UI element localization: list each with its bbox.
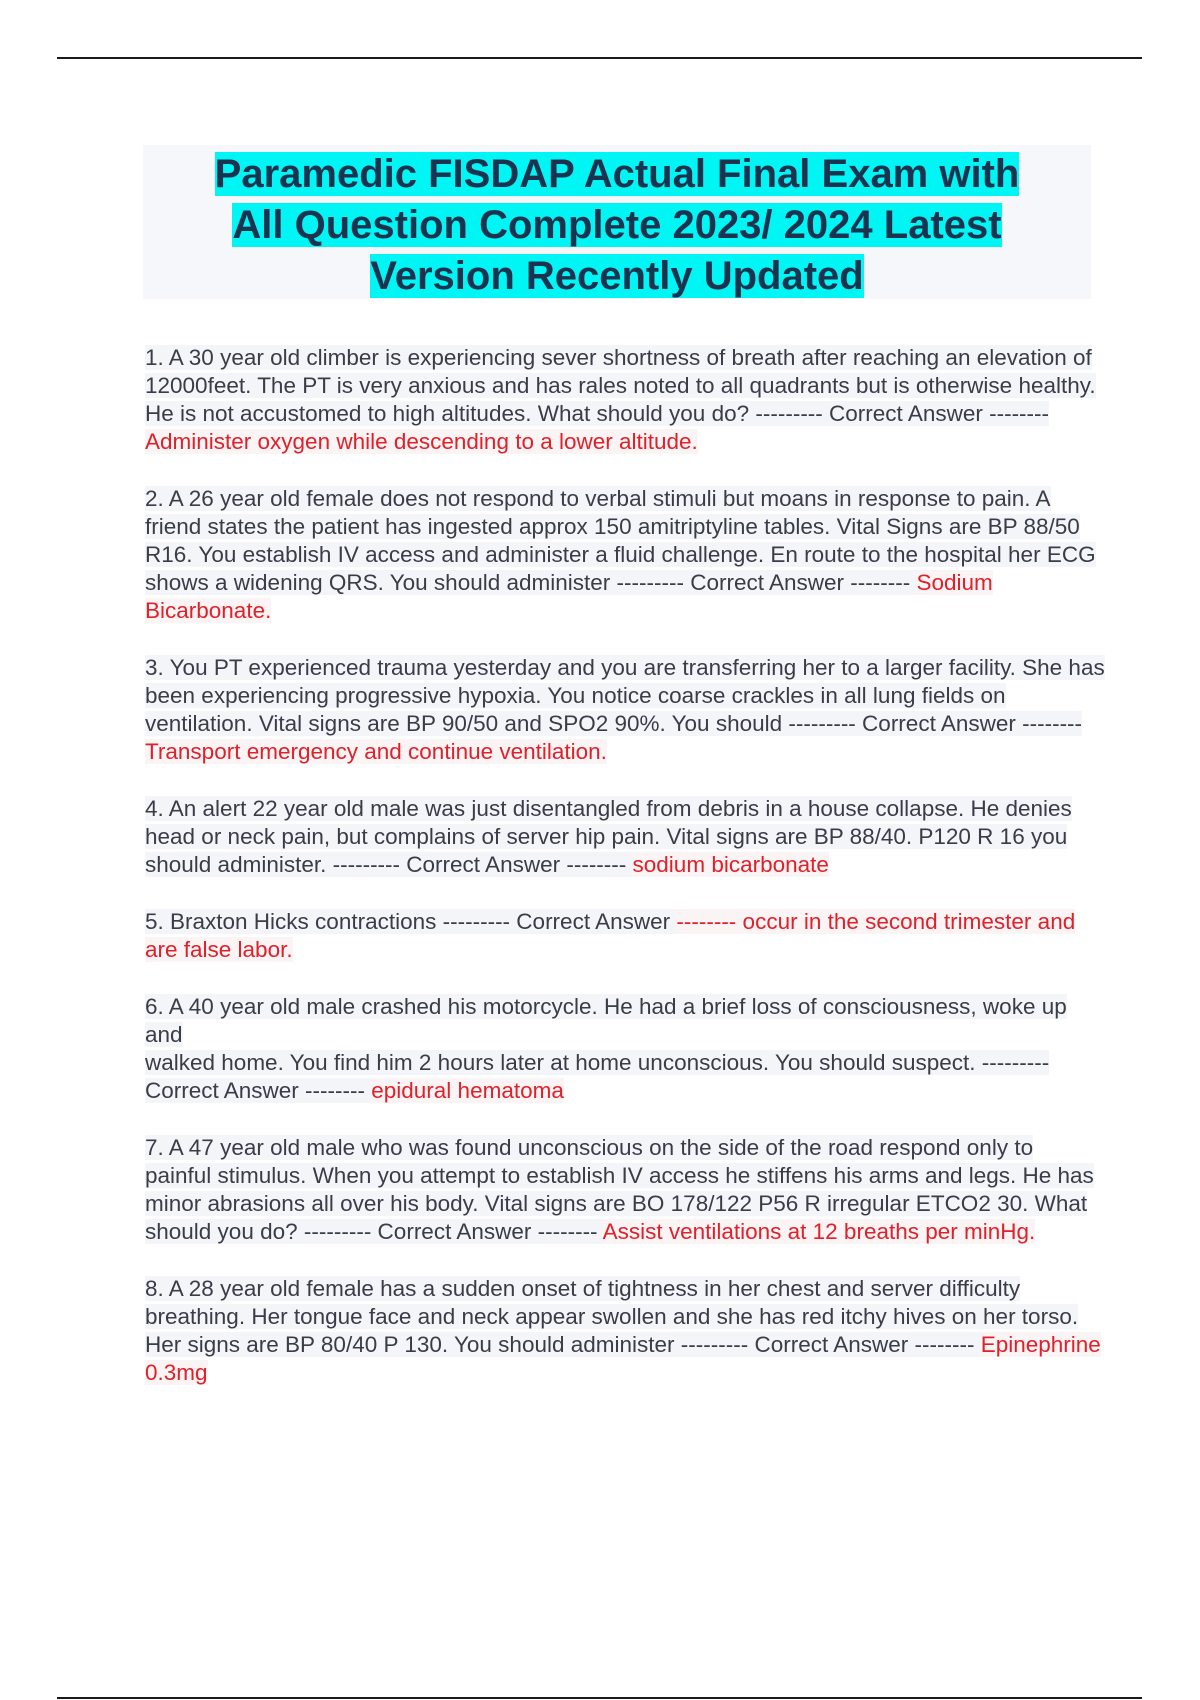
- correct-answer: epidural hematoma: [371, 1078, 564, 1103]
- question-3: [145, 654, 1105, 766]
- correct-answer: Sodium Bicarbonate.: [145, 570, 993, 623]
- question-text: 4. An alert 22 year old male was just disentangled from debris in a house collapse. He denies head or neck pain, but complains of server hip pain. Vital signs are BP 88/40. P120 R 16 you should administer. --------- Correct Answer --------: [145, 796, 1072, 877]
- question-6: [145, 993, 1105, 1105]
- title-line-3: Version Recently Updated: [370, 254, 864, 298]
- question-7: [145, 1134, 1105, 1246]
- correct-answer: Epinephrine 0.3mg: [145, 1332, 1101, 1385]
- question-1: [145, 344, 1105, 456]
- question-text: 7. A 47 year old male who was found unconscious on the side of the road respond only to painful stimulus. When you attempt to establish IV access he stiffens his arms and legs. He has minor abrasions all over his body. Vital signs are BO 178/122 P56 R irregular ETCO2 30. What should you do? --------- Correct Answer --------: [145, 1135, 1094, 1244]
- correct-answer: sodium bicarbonate: [632, 852, 829, 877]
- correct-answer: -------- occur in the second trimester and are false labor.: [145, 909, 1076, 962]
- correct-answer: Assist ventilations at 12 breaths per minHg.: [602, 1219, 1036, 1244]
- question-text: 3. You PT experienced trauma yesterday and you are transferring her to a larger facility. She has been experiencing progressive hypoxia. You notice coarse crackles in all lung fields on ventilation. Vital signs are BP 90/50 and SPO2 90%. You should --------- Correct Answer --------: [145, 655, 1105, 736]
- question-4: [145, 795, 1105, 879]
- question-text: walked home. You find him 2 hours later at home unconscious. You should suspect. --------- Correct Answer --------: [145, 1050, 1050, 1103]
- title-line-1: Paramedic FISDAP Actual Final Exam with: [214, 152, 1020, 196]
- top-rule: [57, 57, 1142, 59]
- bottom-rule: [57, 1697, 1142, 1699]
- question-2: [145, 485, 1105, 625]
- question-5: [145, 908, 1105, 964]
- question-text-line-1: 6. A 40 year old male crashed his motorcycle. He had a brief loss of consciousness, woke up and: [145, 994, 1067, 1047]
- question-text: 1. A 30 year old climber is experiencing sever shortness of breath after reaching an elevation of 12000feet. The PT is very anxious and has rales noted to all quadrants but is otherwise healthy. He is not accustomed to high altitudes. What should you do? --------- Correct Answer --------: [145, 345, 1096, 426]
- correct-answer: Administer oxygen while descending to a lower altitude.: [145, 429, 698, 454]
- title-line-2: All Question Complete 2023/ 2024 Latest: [232, 203, 1002, 247]
- question-text: 8. A 28 year old female has a sudden onset of tightness in her chest and server difficulty breathing. Her tongue face and neck appear swollen and she has red itchy hives on her torso. Her signs are BP 80/40 P 130. You should administer --------- Correct Answer --------: [145, 1276, 1079, 1357]
- page-title: [143, 145, 1091, 302]
- title-box: [143, 145, 1091, 299]
- correct-answer: Transport emergency and continue ventilation.: [145, 739, 607, 764]
- question-list: [145, 344, 1105, 1416]
- question-text: 2. A 26 year old female does not respond to verbal stimuli but moans in response to pain. A friend states the patient has ingested approx 150 amitriptyline tables. Vital Signs are BP 88/50 R16. You establish IV access and administer a fluid challenge. En route to the hospital her ECG shows a widening QRS. You should administer --------- Correct Answer --------: [145, 486, 1096, 595]
- question-text: 5. Braxton Hicks contractions --------- Correct Answer: [145, 909, 677, 934]
- question-8: [145, 1275, 1105, 1387]
